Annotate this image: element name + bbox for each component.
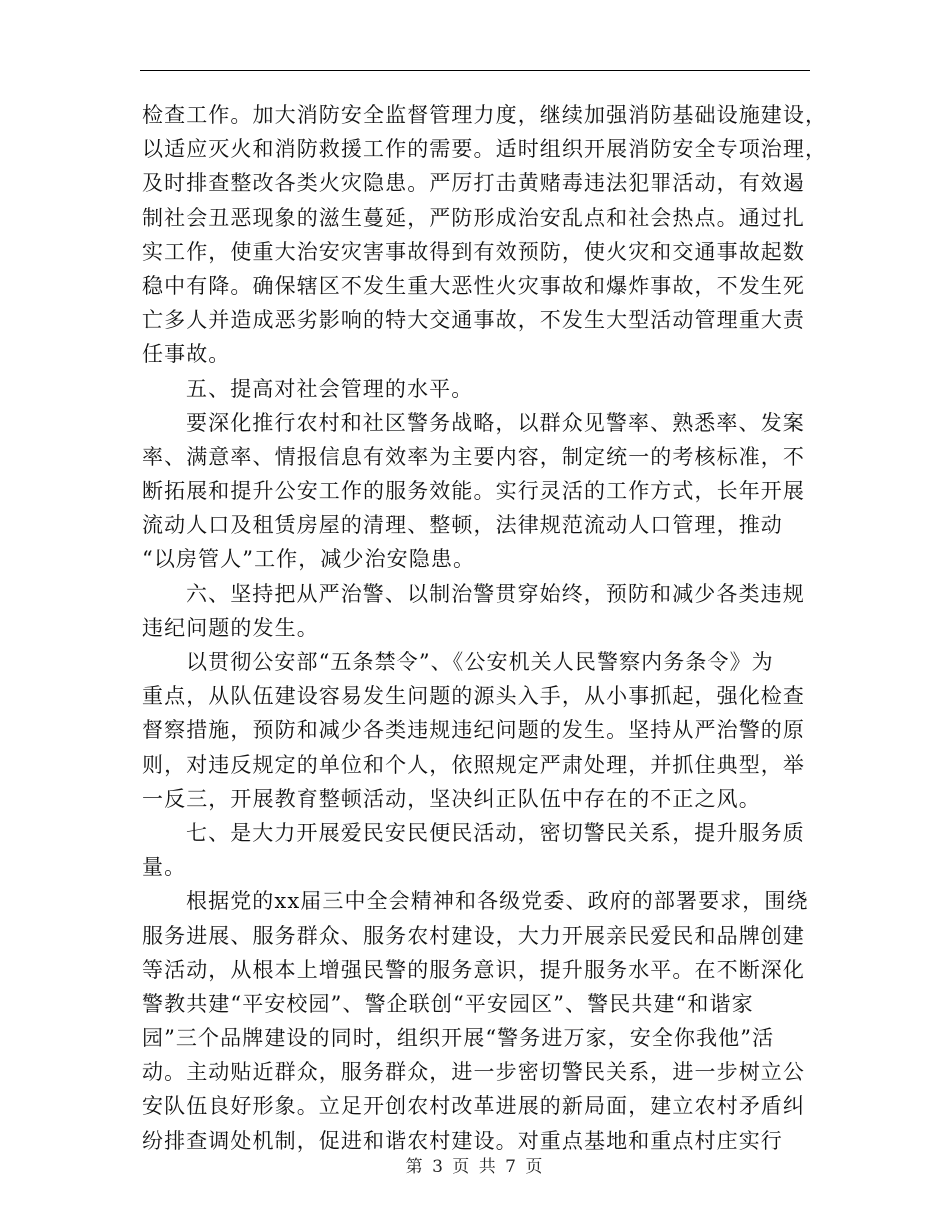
text-line: 及时排查整改各类火灾隐患。严厉打击黄赌毒违法犯罪活动，有效遏 <box>142 171 805 196</box>
text-line: 检查工作。加大消防安全监督管理力度，继续加强消防基础设施建设， <box>142 103 828 127</box>
paragraph-start: 以贯彻公安部“五条禁令”、《公安机关人民警察内务条令》为 <box>186 650 774 674</box>
text-line: 实工作，使重大治安灾害事故得到有效预防，使火灾和交通事故起数 <box>142 239 805 264</box>
text-line: 一反三，开展教育整顿活动，坚决纠正队伍中存在的不正之风。 <box>142 786 761 811</box>
text-line: 警教共建“平安校园”、警企联创“平安园区”、警民共建“和谐家 <box>142 991 754 1016</box>
text-line: 服务进展、服务群众、服务农村建设，大力开展亲民爱民和品牌创建 <box>142 923 805 948</box>
header-rule <box>140 70 810 71</box>
text-line: 亡多人并造成恶劣影响的特大交通事故，不发生大型活动管理重大责 <box>142 308 805 333</box>
section-heading: 六、坚持把从严治警、以制治警贯穿始终，预防和减少各类违规 <box>186 581 805 606</box>
text-line: 等活动，从根本上增强民警的服务意识，提升服务水平。在不断深化 <box>142 957 805 982</box>
text-line: 动。主动贴近群众，服务群众，进一步密切警民关系，进一步树立公 <box>142 1060 805 1085</box>
text-line: 断拓展和提升公安工作的服务效能。实行灵活的工作方式，长年开展 <box>142 479 805 504</box>
text-line: 重点，从队伍建设容易发生问题的源头入手，从小事抓起，强化检查 <box>142 684 805 709</box>
paragraph-start: 要深化推行农村和社区警务战略，以群众见警率、熟悉率、发案 <box>186 410 805 435</box>
document-body <box>142 98 828 1158</box>
text-line: “以房管人”工作，减少治安隐患。 <box>142 547 476 572</box>
text-line: 量。 <box>142 855 187 880</box>
text-line: 率、满意率、情报信息有效率为主要内容，制定统一的考核标准，不 <box>142 444 805 469</box>
text-line: 制社会丑恶现象的滋生蔓延，严防形成治安乱点和社会热点。通过扎 <box>142 205 805 230</box>
page-footer: 第 3 页 共 7 页 <box>405 1157 545 1177</box>
text-line: 督察措施，预防和减少各类违规违纪问题的发生。坚持从严治警的原 <box>142 718 805 743</box>
section-heading: 五、提高对社会管理的水平。 <box>186 376 474 401</box>
text-line: 以适应灭火和消防救援工作的需要。适时组织开展消防安全专项治理， <box>142 137 828 162</box>
text-line: 园”三个品牌建设的同时，组织开展“警务进万家，安全你我他”活 <box>142 1026 775 1051</box>
text-line: 安队伍良好形象。立足开创农村改革进展的新局面，建立农村矛盾纠 <box>142 1094 805 1119</box>
text-line: 违纪问题的发生。 <box>142 615 319 640</box>
section-heading: 七、是大力开展爱民安民便民活动，密切警民关系，提升服务质 <box>186 820 805 845</box>
text-line: 稳中有降。确保辖区不发生重大恶性火灾事故和爆炸事故，不发生死 <box>142 273 805 298</box>
text-line: 任事故。 <box>142 342 231 367</box>
text-line: 纷排查调处机制，促进和谐农村建设。对重点基地和重点村庄实行 <box>142 1128 783 1153</box>
text-line: 则，对违反规定的单位和个人，依照规定严肃处理，并抓住典型，举 <box>142 752 805 777</box>
paragraph-start: 根据党的xx届三中全会精神和各级党委、政府的部署要求，围绕 <box>186 889 809 914</box>
text-line: 流动人口及租赁房屋的清理、整顿，法律规范流动人口管理，推动 <box>142 513 783 538</box>
